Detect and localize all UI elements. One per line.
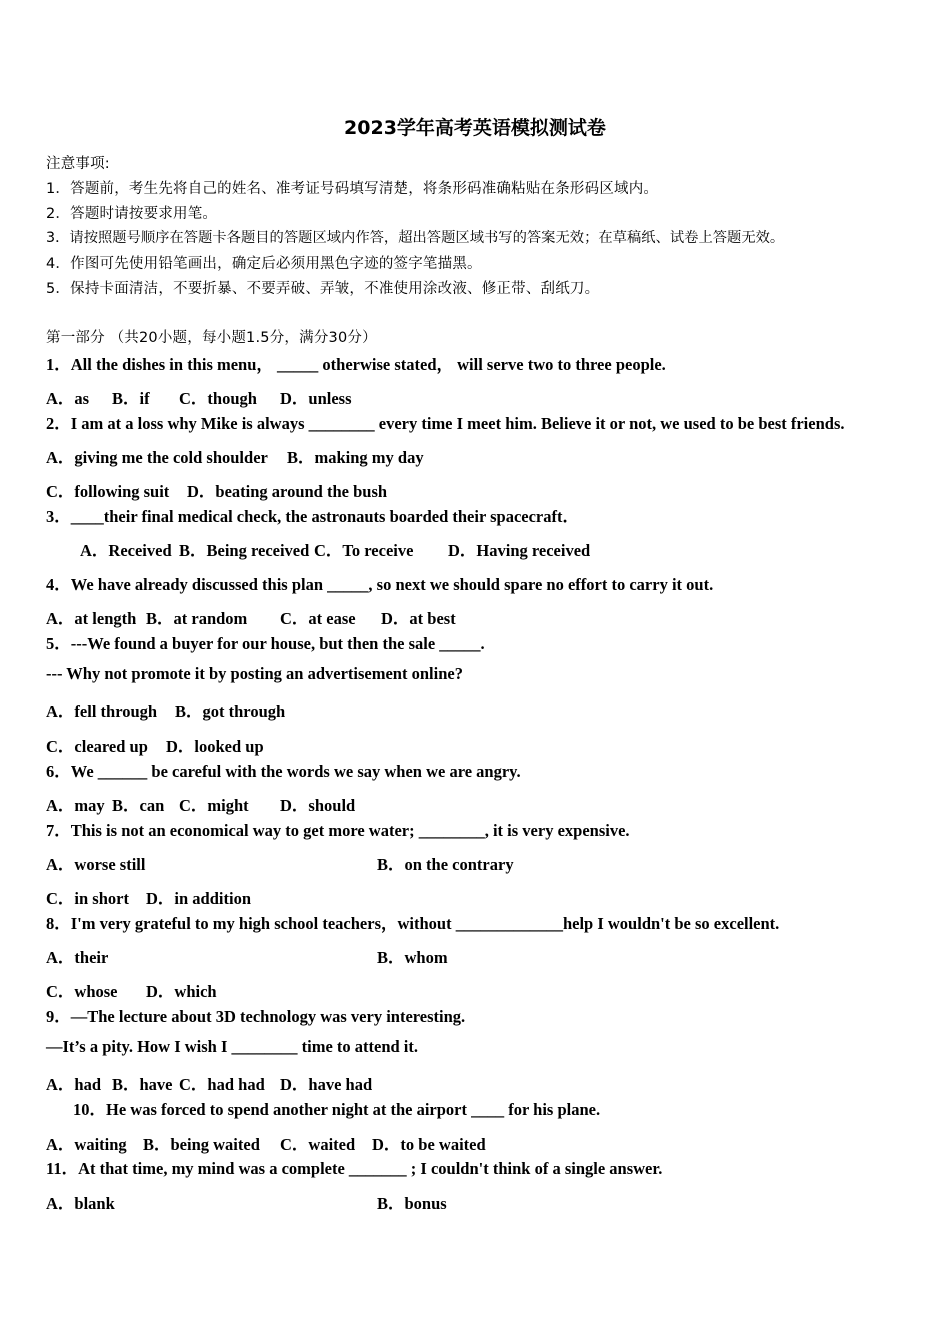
question-8-option-d: D．which [146, 982, 217, 1001]
question-4-option-c: C．at ease [280, 609, 356, 628]
question-1-option-d: D．unless [280, 389, 352, 408]
question-7-stem: 7．This is not an economical way to get more water; ________, it is very expensive. [46, 821, 630, 840]
question-8-option-b: B．whom [377, 948, 448, 967]
question-9-option-a: A．had [46, 1075, 102, 1094]
question-6-option-c: C．might [179, 796, 249, 815]
question-1-option-a: A．as [46, 389, 90, 408]
notice-item-1: 1．答题前，考生先将自己的姓名、准考证号码填写清楚，将条形码准确粘贴在条形码区域内。 [46, 181, 659, 197]
question-5-option-d: D．looked up [166, 737, 264, 756]
question-2-option-c: C．following suit [46, 482, 170, 501]
question-2-option-a: A．giving me the cold shoulder [46, 448, 268, 467]
question-9-stem-reply: —It’s a pity. How I wish I ________ time to attend it. [46, 1037, 419, 1056]
question-6-stem: 6．We ______ be careful with the words we say when we are angry. [46, 762, 521, 781]
notice-item-2: 2．答题时请按要求用笔。 [46, 206, 218, 222]
question-4-stem: 4．We have already discussed this plan _____, so next we should spare no effort to carry it out. [46, 575, 714, 594]
notice-item-4: 4．作图可先使用铅笔画出，确定后必须用黑色字迹的签字笔描黑。 [46, 256, 482, 272]
question-11-stem: 11．At that time, my mind was a complete _______ ; I couldn't think of a single answer. [46, 1159, 663, 1178]
notice-item-5: 5．保持卡面清洁，不要折暴、不要弄破、弄皱，不准使用涂改液、修正带、刮纸刀。 [46, 281, 600, 297]
question-3-stem: 3．____their final medical check, the astronauts boarded their spacecraft． [46, 507, 579, 526]
notice-heading: 注意事项: [46, 156, 110, 172]
question-2-stem: 2．I am at a loss why Mike is always ________ every time I meet him. Believe it or not, we used to be best friends. [46, 414, 845, 433]
question-9-option-d: D．have had [280, 1075, 373, 1094]
question-2-option-d: D．beating around the bush [187, 482, 388, 501]
question-1-stem: 1．All the dishes in this menu， _____ otherwise stated， will serve two to three people. [46, 355, 666, 374]
question-10-option-b: B．being waited [143, 1135, 260, 1154]
question-10-option-a: A．waiting [46, 1135, 127, 1154]
question-5-option-a: A．fell through [46, 702, 158, 721]
question-7-option-d: D．in addition [146, 889, 251, 908]
question-5-stem-reply: --- Why not promote it by posting an advertisement online? [46, 664, 463, 683]
question-5-option-c: C．cleared up [46, 737, 148, 756]
question-3-option-a: A．Received [80, 541, 172, 560]
question-5-option-b: B．got through [175, 702, 286, 721]
notice-item-3: 3．请按照题号顺序在答题卡各题目的答题区域内作答，超出答题区域书写的答案无效；在草稿纸、试卷上答题无效。 [46, 230, 785, 246]
question-10-option-c: C．waited [280, 1135, 356, 1154]
question-6-option-a: A．may [46, 796, 105, 815]
question-3-option-b: B．Being received [179, 541, 310, 560]
question-1-option-b: B．if [112, 389, 150, 408]
question-8-option-a: A．their [46, 948, 109, 967]
question-7-option-c: C．in short [46, 889, 129, 908]
question-7-option-b: B．on the contrary [377, 855, 514, 874]
question-9-option-b: B．have [112, 1075, 173, 1094]
question-7-option-a: A．worse still [46, 855, 146, 874]
question-8-stem: 8．I'm very grateful to my high school teachers，without _____________help I wouldn't be so excellent. [46, 914, 780, 933]
question-8-option-c: C．whose [46, 982, 118, 1001]
question-6-option-d: D．should [280, 796, 356, 815]
question-11-option-b: B．bonus [377, 1194, 447, 1213]
question-1-option-c: C．though [179, 389, 257, 408]
question-4-option-b: B．at random [146, 609, 248, 628]
section-heading: 第一部分 （共20小题，每小题1.5分，满分30分） [46, 330, 377, 346]
question-4-option-a: A．at length [46, 609, 137, 628]
question-3-option-d: D．Having received [448, 541, 591, 560]
question-3-option-c: C．To receive [314, 541, 414, 560]
page-title: 2023学年高考英语模拟测试卷 [344, 117, 606, 139]
question-10-option-d: D．to be waited [372, 1135, 486, 1154]
question-5-stem: 5．---We found a buyer for our house, but then the sale _____. [46, 634, 485, 653]
question-11-option-a: A．blank [46, 1194, 115, 1213]
question-6-option-b: B．can [112, 796, 165, 815]
question-9-option-c: C．had had [179, 1075, 265, 1094]
question-2-option-b: B．making my day [287, 448, 424, 467]
question-4-option-d: D．at best [381, 609, 456, 628]
question-10-stem: 10．He was forced to spend another night at the airport ____ for his plane. [73, 1100, 601, 1119]
question-9-stem: 9．—The lecture about 3D technology was very interesting. [46, 1007, 466, 1026]
